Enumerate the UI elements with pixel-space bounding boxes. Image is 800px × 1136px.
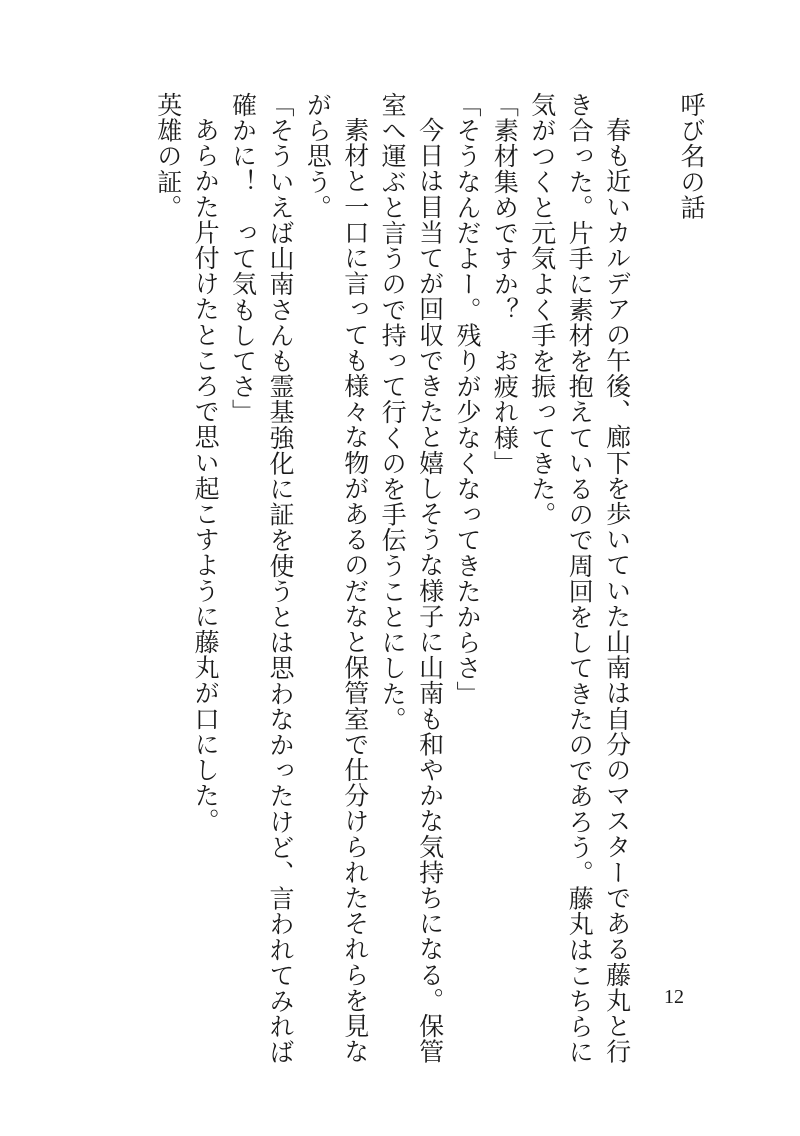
text-line: 確かに！ って気もしてさ」: [228, 92, 258, 425]
text-line: 今日は目当てが回収できたと嬉しそうな様子に山南も和やかな気持ちになる。保管: [415, 117, 445, 1065]
text-line: 「そういえば山南さんも霊基強化に証を使うとは思わなかったけど、言われてみれば: [265, 92, 295, 1065]
text-line: 春も近いカルデアの午後、廊下を歩いていた山南は自分のマスターである藤丸と行: [602, 117, 632, 1065]
text-line: 室へ運ぶと言うので持って行くのを手伝うことにした。: [378, 92, 408, 732]
text-line: あらかた片付けたところで思い起こすように藤丸が口にした。: [191, 117, 221, 834]
text-line: 「素材集めですか？ お疲れ様」: [490, 92, 520, 476]
text-line: き合った。片手に素材を抱えているので周回をしてきたのであろう。藤丸はこちらに: [565, 92, 595, 1065]
text-line: 素材と一口に言っても様々な物があるのだなと保管室で仕分けられたそれらを見な: [340, 117, 370, 1065]
chapter-title: 呼び名の話: [677, 92, 706, 220]
text-line: 気がつくと元気よく手を振ってきた。: [527, 92, 557, 528]
text-line: 英雄の証。: [153, 92, 183, 220]
text-line: 「そうなんだよー。残りが少なくなってきたからさ」: [452, 92, 482, 707]
page-number: 12: [664, 986, 684, 1008]
text-line: がら思う。: [303, 92, 333, 220]
vertical-text-body: [149, 92, 710, 1065]
